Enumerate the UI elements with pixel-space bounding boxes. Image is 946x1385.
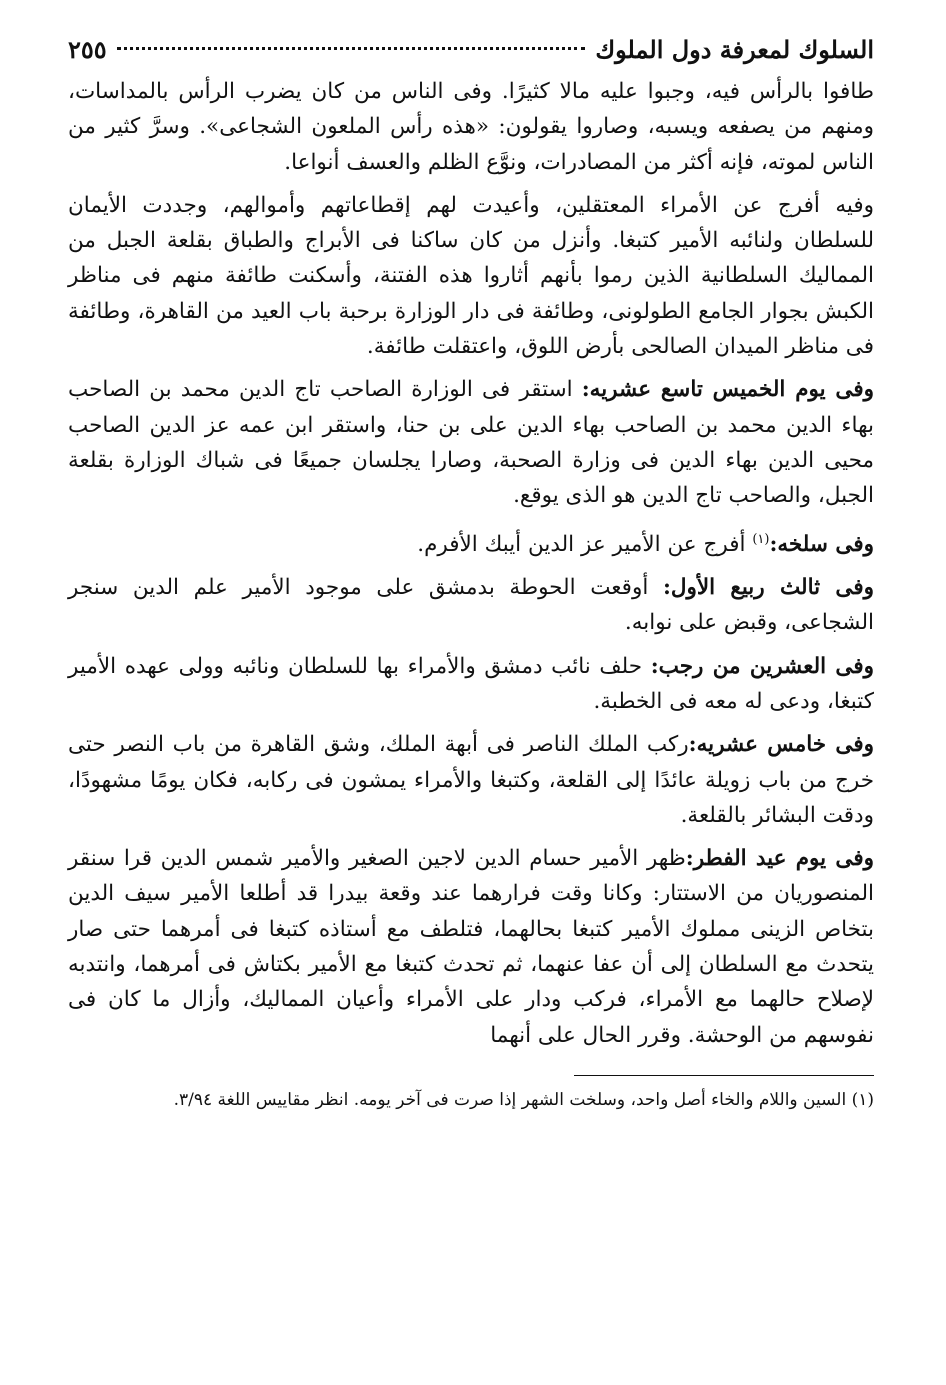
paragraph-8 (68, 841, 874, 1053)
paragraph-lead: وفى ثالث ربيع الأول: (662, 575, 874, 601)
leader-dots (117, 47, 586, 50)
paragraph-text: استقر فى الوزارة الصاحب تاج الدين محمد بن الصاحب بهاء الدين محمد بن الصاحب بهاء الدين على بن حنا، واستقر ابن عمه عز الدين الصاحب محيى الدين بهاء الدين فى وزارة الصحبة، وصارا يجلسان جميعًا فى شباك الوزارة بقلعة الجبل، والصاحب تاج الدين هو الذى يوقع. (68, 377, 874, 509)
footnote-marker[interactable]: (١) (752, 531, 770, 547)
footnote-text: (١) السين واللام والخاء أصل واحد، وسلخت الشهر إذا صرت فى آخر يومه. انظر مقاييس اللغة ٣/٩٤. (173, 1089, 874, 1110)
paragraph-lead: وفى سلخه: (769, 531, 874, 557)
paragraph-6 (68, 649, 874, 720)
paragraph-lead: وفى يوم عيد الفطر: (685, 846, 874, 872)
paragraph-text: حلف نائب دمشق والأمراء بها للسلطان ونائبه وولى عهده الأمير كتبغا، ودعى له معه فى الخطبة. (68, 653, 874, 714)
paragraph-text: طافوا بالرأس فيه، وجبوا عليه مالا كثيرًا. وفى الناس من كان يضرب الرأس بالمداسات، ومنهم من يصفعه ويسبه، وصاروا يقولون: «هذه رأس الملعون الشجاعى». وسرَّ كثير من الناس لموته، فإنه أكثر من المصادرات، ونوَّع الظلم والعسف أنواعا. (68, 79, 874, 175)
book-page (68, 30, 874, 1114)
paragraph-lead: وفى خامس عشريه: (688, 732, 875, 758)
footnote-divider (574, 1075, 874, 1076)
paragraph-7 (68, 727, 874, 833)
book-title: السلوك لمعرفة دول الملوك (595, 35, 874, 64)
paragraph-lead: وفى العشرين من رجب: (650, 653, 874, 679)
paragraph-4 (68, 522, 874, 562)
paragraph-text: ركب الملك الناصر فى أبهة الملك، وشق القاهرة من باب النصر حتى خرج من باب زويلة عائدًا إلى القلعة، وكتبغا والأمراء يمشون فى ركابه، فكان يومًا مشهودًا، ودقت البشائر بالقلعة. (68, 732, 874, 828)
body-text (68, 74, 874, 1053)
paragraph-2 (68, 188, 874, 364)
paragraph-3 (68, 372, 874, 513)
footnote (68, 1086, 874, 1114)
paragraph-text: وفيه أفرج عن الأمراء المعتقلين، وأعيدت لهم إقطاعاتهم وأموالهم، وجددت الأيمان للسلطان ولنائبه الأمير كتبغا. وأنزل من كان ساكنا فى الأبراج والطباق بقلعة الجبل من المماليك السلطانية الذين رموا بأنهم أثاروا هذه الفتنة، وأسكنت طائفة منهم فى مناظر الكبش بجوار الجامع الطولونى، وطائفة فى دار الوزارة برحبة باب العيد من القاهرة، وطائفة فى مناظر الميدان الصالحى بأرض اللوق، واعتقلت طائفة. (68, 192, 874, 360)
paragraph-5 (68, 570, 874, 641)
paragraph-text: أوقعت الحوطة بدمشق على موجود الأمير علم الدين سنجر الشجاعى، وقبض على نوابه. (68, 575, 874, 636)
paragraph-text: أفرج عن الأمير عز الدين أيبك الأفرم. (417, 531, 753, 557)
running-header (68, 30, 874, 70)
paragraph-1 (68, 74, 874, 180)
paragraph-lead: وفى يوم الخميس تاسع عشريه: (581, 377, 874, 403)
paragraph-text: ظهر الأمير حسام الدين لاجين الصغير والأمير شمس الدين قرا سنقر المنصوريان من الاستتار: وكانا وقت فرارهما عند وقعة بيدرا قد أطلعا الأمير سيف الدين بتخاص الزينى مملوك الأمير كتبغا بحالهما، فتلطف مع أستاذه كتبغا فى أمرهما حتى صار يتحدث مع السلطان إلى أن عفا عنهما، ثم تحدث كتبغا مع الأمير بكتاش فى أمرهما، وانتدبه لإصلاح حالهما مع الأمراء، فركب ودار على الأمراء وأعيان المماليك، وأزال ما كان فى نفوسهم من الوحشة. وقرر الحال على أنهما (68, 846, 874, 1048)
page-number: ٢٥٥ (68, 35, 107, 64)
